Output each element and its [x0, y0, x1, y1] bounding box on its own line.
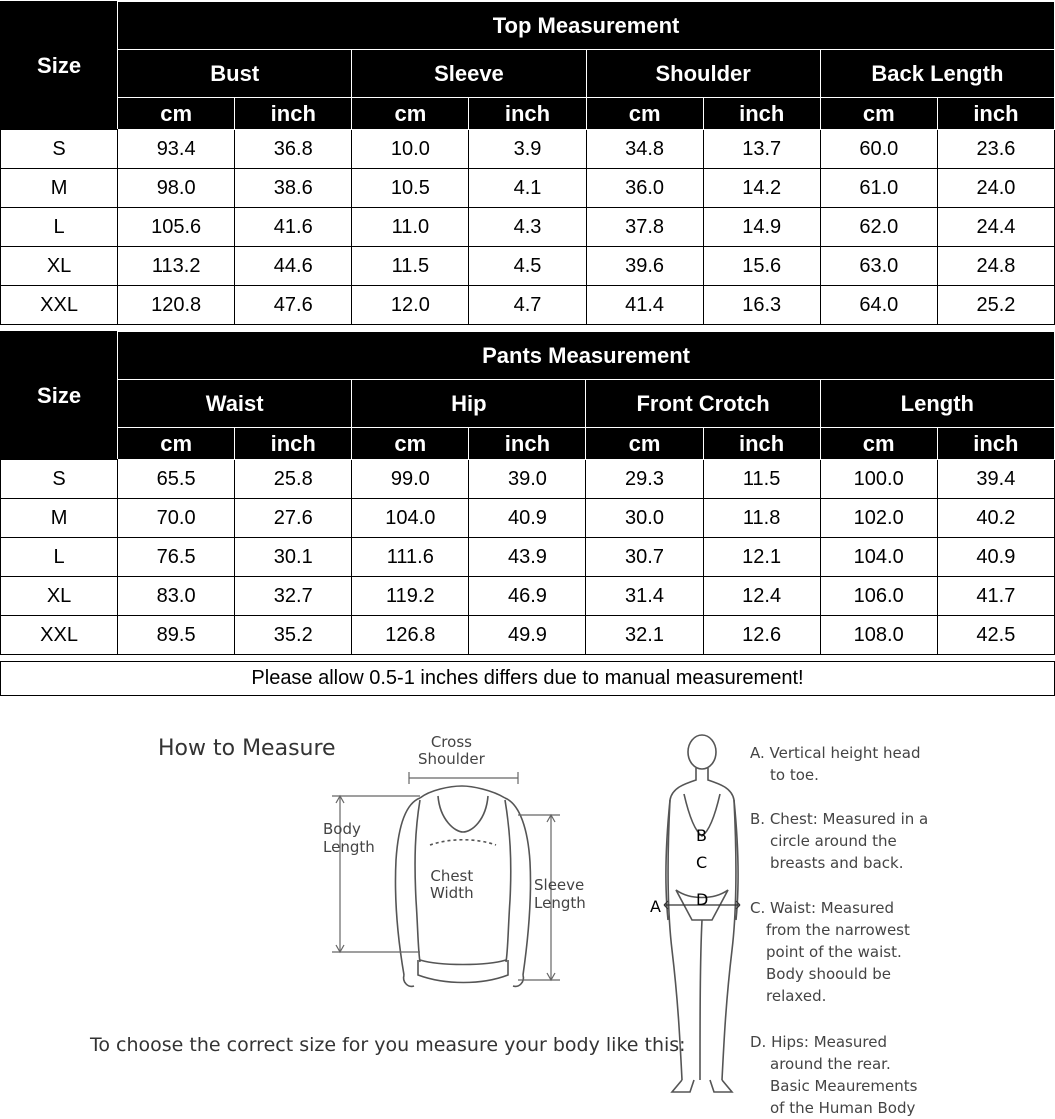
step-a	[750, 742, 920, 786]
value-cell: 30.1	[235, 538, 352, 577]
value-cell: 111.6	[352, 538, 469, 577]
value-cell: 10.5	[352, 169, 469, 208]
value-cell: 40.9	[469, 499, 586, 538]
value-cell: 70.0	[118, 499, 235, 538]
size-cell: L	[1, 538, 118, 577]
unit-header: cm	[118, 428, 235, 460]
step-line: Body shoould be	[766, 965, 892, 983]
size-cell: M	[1, 499, 118, 538]
step-line: from the narrowest	[766, 921, 910, 939]
unit-header: inch	[703, 98, 820, 130]
value-cell: 12.1	[703, 538, 820, 577]
value-cell: 65.5	[118, 460, 235, 499]
value-cell: 32.1	[586, 616, 703, 655]
size-cell: XXL	[1, 616, 118, 655]
unit-header: inch	[469, 98, 586, 130]
unit-header: inch	[469, 428, 586, 460]
value-cell: 41.4	[586, 286, 703, 325]
value-cell: 15.6	[703, 247, 820, 286]
group-header: Front Crotch	[586, 380, 820, 428]
value-cell: 30.0	[586, 499, 703, 538]
step-line: of the Human Body	[770, 1099, 916, 1117]
group-header: Sleeve	[352, 50, 586, 98]
label-line: Body	[323, 820, 361, 838]
unit-header: cm	[118, 98, 235, 130]
size-cell: XXL	[1, 286, 118, 325]
unit-header: cm	[352, 98, 469, 130]
value-cell: 13.7	[703, 130, 820, 169]
value-cell: 44.6	[235, 247, 352, 286]
value-cell: 61.0	[820, 169, 937, 208]
value-cell: 24.4	[937, 208, 1054, 247]
group-header: Hip	[352, 380, 586, 428]
label-line: Width	[430, 884, 474, 902]
value-cell: 108.0	[820, 616, 937, 655]
cross-shoulder-label	[418, 734, 485, 768]
step-line: A. Vertical height head	[750, 744, 921, 762]
value-cell: 40.2	[937, 499, 1054, 538]
unit-header: inch	[235, 428, 352, 460]
table-title: Top Measurement	[118, 2, 1055, 50]
value-cell: 37.8	[586, 208, 703, 247]
unit-header: cm	[586, 428, 703, 460]
value-cell: 126.8	[352, 616, 469, 655]
group-header: Back Length	[820, 50, 1054, 98]
value-cell: 49.9	[469, 616, 586, 655]
label-line: Chest	[430, 867, 474, 885]
instruction-text: To choose the correct size for you measure your body like this:	[90, 1034, 686, 1056]
letter-b: B	[696, 826, 707, 845]
label-line: Shoulder	[418, 750, 485, 768]
chest-width-label	[430, 868, 474, 902]
step-line: B. Chest: Measured in a	[750, 810, 929, 828]
step-line: circle around the	[770, 832, 897, 850]
value-cell: 12.0	[352, 286, 469, 325]
value-cell: 11.5	[352, 247, 469, 286]
value-cell: 98.0	[118, 169, 235, 208]
step-line: C. Waist: Measured	[750, 899, 895, 917]
group-header: Length	[820, 380, 1054, 428]
sleeve-length-label	[534, 876, 586, 912]
value-cell: 104.0	[352, 499, 469, 538]
size-header: Size	[1, 332, 118, 460]
value-cell: 4.3	[469, 208, 586, 247]
value-cell: 10.0	[352, 130, 469, 169]
unit-header: inch	[937, 428, 1054, 460]
step-line: around the rear.	[770, 1055, 891, 1073]
value-cell: 60.0	[820, 130, 937, 169]
value-cell: 11.8	[703, 499, 820, 538]
value-cell: 99.0	[352, 460, 469, 499]
value-cell: 24.8	[937, 247, 1054, 286]
size-header: Size	[1, 2, 118, 130]
value-cell: 83.0	[118, 577, 235, 616]
value-cell: 119.2	[352, 577, 469, 616]
step-line: to toe.	[770, 766, 819, 784]
value-cell: 93.4	[118, 130, 235, 169]
how-to-measure-heading: How to Measure	[158, 736, 336, 761]
value-cell: 43.9	[469, 538, 586, 577]
value-cell: 31.4	[586, 577, 703, 616]
value-cell: 4.7	[469, 286, 586, 325]
step-line: breasts and back.	[770, 854, 904, 872]
label-line: Sleeve	[534, 876, 585, 894]
value-cell: 113.2	[118, 247, 235, 286]
value-cell: 24.0	[937, 169, 1054, 208]
unit-header: cm	[820, 98, 937, 130]
unit-header: inch	[703, 428, 820, 460]
value-cell: 38.6	[235, 169, 352, 208]
value-cell: 35.2	[235, 616, 352, 655]
body-length-label	[323, 820, 375, 856]
size-cell: M	[1, 169, 118, 208]
label-line: Length	[323, 838, 375, 856]
value-cell: 14.9	[703, 208, 820, 247]
value-cell: 40.9	[937, 538, 1054, 577]
label-line: Cross	[430, 733, 472, 751]
value-cell: 34.8	[586, 130, 703, 169]
value-cell: 23.6	[937, 130, 1054, 169]
step-line: point of the waist.	[766, 943, 902, 961]
group-header: Shoulder	[586, 50, 820, 98]
value-cell: 39.4	[937, 460, 1054, 499]
group-header: Bust	[118, 50, 352, 98]
value-cell: 12.6	[703, 616, 820, 655]
value-cell: 25.8	[235, 460, 352, 499]
value-cell: 41.7	[937, 577, 1054, 616]
value-cell: 4.5	[469, 247, 586, 286]
unit-header: cm	[820, 428, 937, 460]
value-cell: 11.5	[703, 460, 820, 499]
step-b	[750, 808, 928, 874]
value-cell: 63.0	[820, 247, 937, 286]
unit-header: inch	[937, 98, 1054, 130]
group-header: Waist	[118, 380, 352, 428]
value-cell: 36.0	[586, 169, 703, 208]
value-cell: 36.8	[235, 130, 352, 169]
value-cell: 89.5	[118, 616, 235, 655]
letter-c: C	[696, 853, 708, 872]
value-cell: 102.0	[820, 499, 937, 538]
value-cell: 25.2	[937, 286, 1054, 325]
value-cell: 76.5	[118, 538, 235, 577]
step-line: Basic Meaurements	[770, 1077, 918, 1095]
unit-header: inch	[235, 98, 352, 130]
size-cell: S	[1, 460, 118, 499]
size-cell: XL	[1, 247, 118, 286]
size-cell: XL	[1, 577, 118, 616]
value-cell: 29.3	[586, 460, 703, 499]
value-cell: 106.0	[820, 577, 937, 616]
step-line: relaxed.	[766, 987, 827, 1005]
letter-a: A	[650, 897, 661, 916]
unit-header: cm	[352, 428, 469, 460]
value-cell: 30.7	[586, 538, 703, 577]
value-cell: 3.9	[469, 130, 586, 169]
value-cell: 27.6	[235, 499, 352, 538]
value-cell: 104.0	[820, 538, 937, 577]
measurement-note: Please allow 0.5-1 inches differs due to manual measurement!	[1, 662, 1055, 696]
value-cell: 120.8	[118, 286, 235, 325]
unit-header: cm	[586, 98, 703, 130]
value-cell: 100.0	[820, 460, 937, 499]
value-cell: 42.5	[937, 616, 1054, 655]
step-c	[750, 897, 910, 1007]
value-cell: 11.0	[352, 208, 469, 247]
value-cell: 12.4	[703, 577, 820, 616]
step-d	[750, 1031, 917, 1119]
value-cell: 4.1	[469, 169, 586, 208]
value-cell: 32.7	[235, 577, 352, 616]
letter-d: D	[696, 890, 709, 909]
value-cell: 46.9	[469, 577, 586, 616]
size-cell: S	[1, 130, 118, 169]
value-cell: 16.3	[703, 286, 820, 325]
value-cell: 39.0	[469, 460, 586, 499]
value-cell: 14.2	[703, 169, 820, 208]
value-cell: 64.0	[820, 286, 937, 325]
value-cell: 62.0	[820, 208, 937, 247]
value-cell: 105.6	[118, 208, 235, 247]
step-line: D. Hips: Measured	[750, 1033, 887, 1051]
table-title: Pants Measurement	[118, 332, 1055, 380]
size-cell: L	[1, 208, 118, 247]
label-line: Length	[534, 894, 586, 912]
value-cell: 41.6	[235, 208, 352, 247]
value-cell: 39.6	[586, 247, 703, 286]
value-cell: 47.6	[235, 286, 352, 325]
